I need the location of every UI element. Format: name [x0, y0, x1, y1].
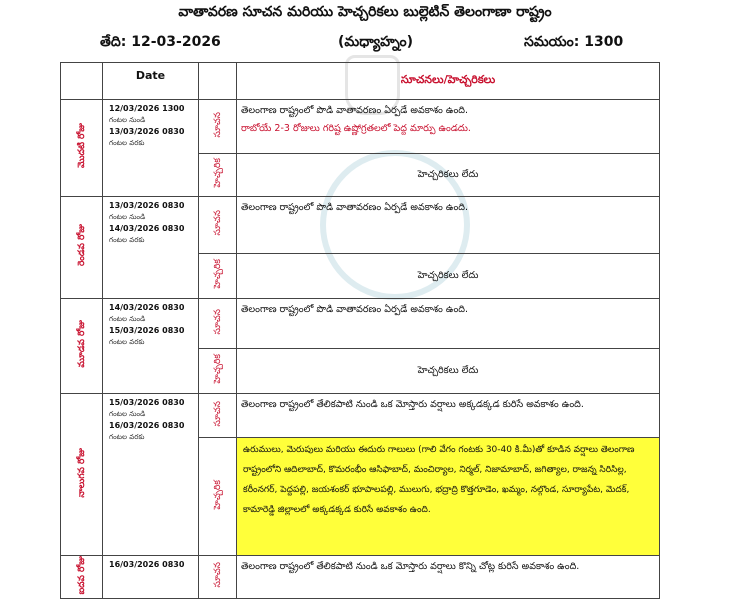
- type-cell: [199, 349, 237, 394]
- date-to: 15/03/2026 0830: [109, 326, 185, 335]
- issue-period: (మధ్యాహ్నం): [338, 34, 414, 50]
- type-cell: [199, 154, 237, 197]
- table-row: [61, 394, 660, 438]
- date-from-note: గంటల నుండి: [109, 115, 146, 124]
- date-from-note: గంటల నుండి: [109, 212, 146, 221]
- table-row: [61, 299, 660, 349]
- date-from: 15/03/2026 0830: [109, 398, 185, 407]
- warning-type-label: హెచ్చరిక: [212, 479, 223, 510]
- forecast-type-label: సూచన: [212, 210, 223, 236]
- forecast-text: తెలంగాణ రాష్ట్రంలో తేలికపాటి నుండి ఒక మోస్తారు వర్షాలు అక్కడక్కడ కురిసే అవకాశం ఉంది.: [237, 394, 660, 438]
- header-day-cell: [61, 63, 103, 100]
- type-cell: [199, 299, 237, 349]
- day-label-cell: [61, 100, 103, 197]
- forecast-extra-text: రాబోయే 2-3 రోజులు గరిష్ట ఉష్ణోగ్రతలలో పెద్ద మార్పు ఉండదు.: [241, 123, 471, 134]
- forecast-text: తెలంగాణ రాష్ట్రంలో పొడి వాతావరణం ఏర్పడే అవకాశం ఉంది.: [241, 105, 469, 116]
- warning-text: హెచ్చరికలు లేదు: [237, 349, 660, 394]
- header-date: Date: [103, 63, 199, 100]
- date-from-note: గంటల నుండి: [109, 314, 146, 323]
- forecast-table: [60, 62, 660, 599]
- date-to-note: గంటల వరకు: [109, 138, 145, 147]
- forecast-cell: [237, 100, 660, 154]
- warning-type-label: హెచ్చరిక: [212, 158, 223, 188]
- warning-text-highlighted: ఉరుములు, మెరుపులు మరియు ఈదురు గాలులు (గాలి వేగం గంటకు 30-40 కి.మీ)తో కూడిన వర్షాలు తెలంగాణ రాష్ట్రంలోని ఆదిలాబాద్, కొమరంభీం ఆసిఫాబాద్, మంచిర్యాల, నిర్మల్, నిజామాబాద్, జగిత్యాల, రాజన్న సిరిసిల్ల, కరీంనగర్, పెద్దపల్లి, జయశంకర్ భూపాలపల్లి, ములుగు, భద్రాద్రి కొత్తగూడెం, ఖమ్మం, నల్గొండ, సూర్యాపేట, మెదక్, కామారెడ్డి జిల్లాలలో అక్కడక్కడ కురిసే అవకాశం ఉంది.: [237, 438, 660, 556]
- date-range: [103, 556, 199, 599]
- table-row: [61, 197, 660, 254]
- date-from-note: గంటల నుండి: [109, 409, 146, 418]
- issue-time: సమయం: 1300: [524, 34, 624, 50]
- date-to-note: గంటల వరకు: [109, 337, 145, 346]
- forecast-type-label: సూచన: [212, 562, 223, 588]
- header-forecast: సూచనలు/హెచ్చరికలు: [237, 63, 660, 100]
- type-cell: [199, 100, 237, 154]
- table-header-row: [61, 63, 660, 100]
- date-range: [103, 100, 199, 197]
- date-to: 16/03/2026 0830: [109, 421, 185, 430]
- date-to: 13/03/2026 0830: [109, 127, 185, 136]
- table-row: [61, 556, 660, 599]
- warning-text: హెచ్చరికలు లేదు: [237, 154, 660, 197]
- day-label: నాలుగవ రోజు: [76, 447, 87, 498]
- forecast-text: తెలంగాణ రాష్ట్రంలో పొడి వాతావరణం ఏర్పడే అవకాశం ఉంది.: [237, 299, 660, 349]
- table-row: [61, 100, 660, 154]
- date-range: [103, 299, 199, 394]
- day-label-cell: [61, 197, 103, 299]
- forecast-type-label: సూచన: [212, 400, 223, 427]
- date-to: 14/03/2026 0830: [109, 224, 185, 233]
- issue-date: తేది: 12-03-2026: [100, 34, 221, 50]
- forecast-text: తెలంగాణ రాష్ట్రంలో పొడి వాతావరణం ఏర్పడే అవకాశం ఉంది.: [237, 197, 660, 254]
- date-to-note: గంటల వరకు: [109, 235, 145, 244]
- date-range: [103, 197, 199, 299]
- date-from: 14/03/2026 0830: [109, 303, 185, 312]
- warning-type-label: హెచ్చరిక: [212, 354, 223, 384]
- date-from: 13/03/2026 0830: [109, 201, 185, 210]
- day-label-cell: [61, 299, 103, 394]
- type-cell: [199, 254, 237, 299]
- day-label-cell: [61, 394, 103, 556]
- header-type-cell: [199, 63, 237, 100]
- date-range: [103, 394, 199, 556]
- bulletin-title: వాతావరణ సూచన మరియు హెచ్చరికలు బుల్లెటిన్ తెలంగాణా రాష్ట్రం: [178, 4, 552, 20]
- day-label: రెండవ రోజు: [76, 224, 87, 267]
- date-from: 12/03/2026 1300: [109, 104, 185, 113]
- day-label: ఐదవ రోజు: [76, 556, 87, 595]
- type-cell: [199, 556, 237, 599]
- forecast-text: తెలంగాణ రాష్ట్రంలో తేలికపాటి నుండి ఒక మోస్తారు వర్షాలు కొన్ని చోట్ల కురిసే అవకాశం ఉంది.: [237, 556, 660, 599]
- warning-text: హెచ్చరికలు లేదు: [237, 254, 660, 299]
- type-cell: [199, 197, 237, 254]
- type-cell: [199, 394, 237, 438]
- day-label-cell: [61, 556, 103, 599]
- forecast-type-label: సూచన: [212, 111, 223, 138]
- warning-type-label: హెచ్చరిక: [212, 259, 223, 289]
- forecast-type-label: సూచన: [212, 308, 223, 335]
- type-cell: [199, 438, 237, 556]
- date-from: 16/03/2026 0830: [109, 560, 185, 569]
- day-label: మొదటి రోజు: [76, 123, 87, 169]
- day-label: మూడవ రోజు: [76, 320, 87, 368]
- date-to-note: గంటల వరకు: [109, 432, 145, 441]
